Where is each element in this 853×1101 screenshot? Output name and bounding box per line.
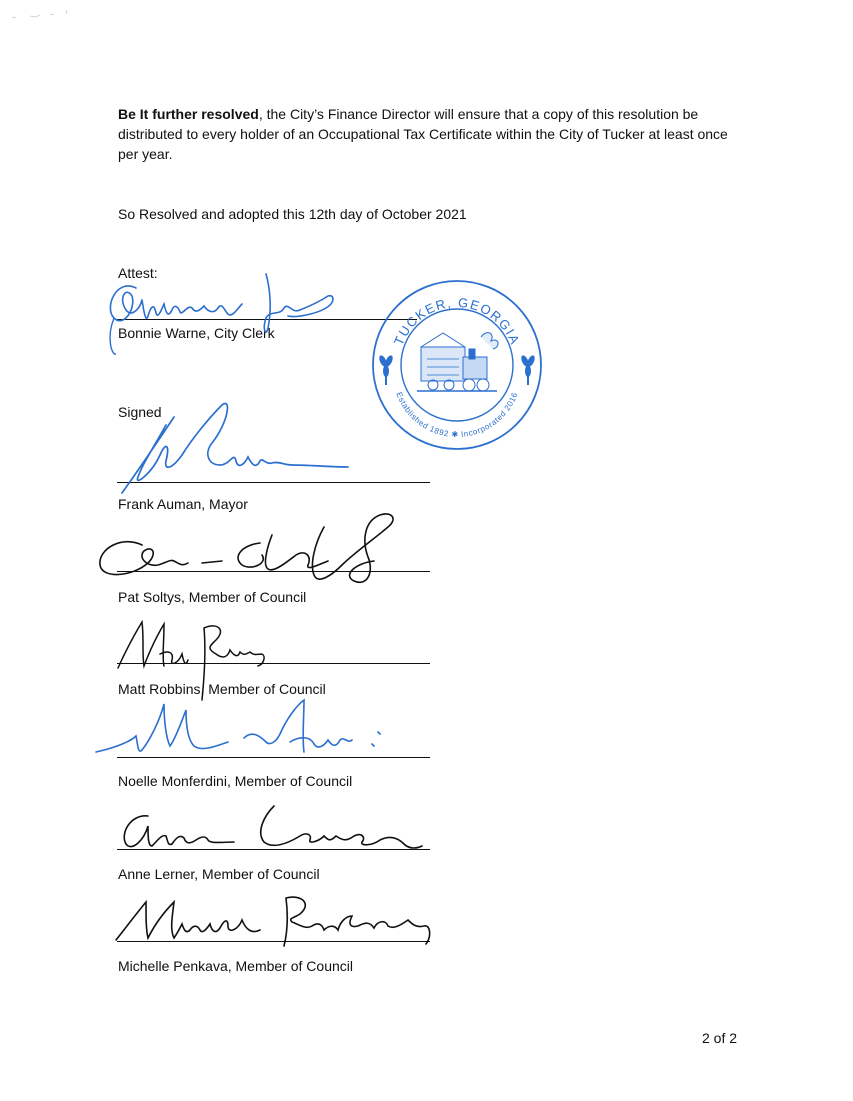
attest-label: Attest: <box>118 265 158 281</box>
signatory-caption-mayor: Frank Auman, Mayor <box>118 496 248 512</box>
resolution-body: , the City’s Finance Director will ensure that a copy of this resolution be distributed to every holder of an Occupational Tax Certificate within the City of Tucker at least once per year. <box>118 106 728 162</box>
signatory-caption-monferdini: Noelle Monferdini, Member of Council <box>118 773 353 789</box>
signature-penkava <box>112 890 442 957</box>
seal-bottom-text: Established 1892 ✱ Incorporated 2016 <box>394 390 520 440</box>
signatory-caption-clerk: Bonnie Warne, City Clerk <box>118 325 275 341</box>
resolution-lead: Be It further resolved <box>118 106 259 122</box>
seal-top-text: TUCKER, GEORGIA <box>390 294 524 348</box>
laurel-left-icon <box>378 354 395 385</box>
signature-monferdini <box>90 690 390 775</box>
svg-text:TUCKER, GEORGIA <box>391 295 523 348</box>
signature-lerner <box>114 796 424 863</box>
resolution-paragraph <box>118 104 738 164</box>
train-illustration <box>417 333 498 391</box>
signatory-caption-penkava: Michelle Penkava, Member of Council <box>118 958 353 974</box>
scan-artifact <box>10 8 80 22</box>
page-number: 2 of 2 <box>702 1030 738 1046</box>
signature-mayor <box>112 395 362 505</box>
adoption-statement: So Resolved and adopted this 12th day of October 2021 <box>118 206 467 222</box>
signed-label: Signed <box>118 404 162 420</box>
signatory-caption-lerner: Anne Lerner, Member of Council <box>118 866 320 882</box>
signatory-caption-robbins: Matt Robbins, Member of Council <box>118 681 326 697</box>
signature-clerk <box>96 268 356 363</box>
city-seal <box>369 277 545 453</box>
signature-soltys <box>92 505 402 610</box>
laurel-right-icon <box>520 354 537 385</box>
svg-text:Established 1892 ✱ Incorporate <box>394 391 519 439</box>
signatory-caption-soltys: Pat Soltys, Member of Council <box>118 589 307 605</box>
